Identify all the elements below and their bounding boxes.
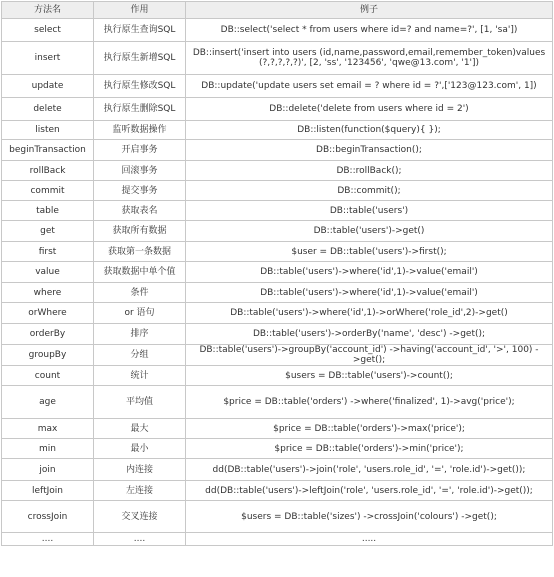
method-name-cell: update bbox=[2, 75, 94, 98]
method-name-cell: leftJoin bbox=[2, 481, 94, 501]
method-purpose-cell: 交叉连接 bbox=[94, 501, 186, 533]
table-row bbox=[2, 345, 553, 366]
method-example-cell: dd(DB::table('users')->join('role', 'users.role_id', '=', 'role.id')->get()); bbox=[186, 459, 553, 481]
method-example-cell: DB::rollBack(); bbox=[186, 161, 553, 181]
table-row bbox=[2, 140, 553, 161]
method-example-cell: DB::beginTransaction(); bbox=[186, 140, 553, 161]
method-name-cell: commit bbox=[2, 181, 94, 201]
table-row bbox=[2, 181, 553, 201]
method-purpose-cell: 最大 bbox=[94, 419, 186, 439]
header-purpose: 作用 bbox=[94, 2, 186, 19]
table-row bbox=[2, 501, 553, 533]
method-example-cell: ..... bbox=[186, 533, 553, 546]
method-purpose-cell: 最小 bbox=[94, 439, 186, 459]
table-row bbox=[2, 201, 553, 221]
table-row bbox=[2, 303, 553, 324]
method-purpose-cell: 执行原生删除SQL bbox=[94, 98, 186, 121]
methods-table bbox=[1, 1, 553, 546]
method-name-cell: min bbox=[2, 439, 94, 459]
method-purpose-cell: 提交事务 bbox=[94, 181, 186, 201]
table-row bbox=[2, 386, 553, 419]
method-purpose-cell: 开启事务 bbox=[94, 140, 186, 161]
header-example: 例子 bbox=[186, 2, 553, 19]
method-example-cell: $price = DB::table('orders')->max('price'); bbox=[186, 419, 553, 439]
method-example-cell: DB::commit(); bbox=[186, 181, 553, 201]
method-purpose-cell: 执行原生查询SQL bbox=[94, 19, 186, 42]
method-example-cell: DB::table('users')->where('id',1)->value('email') bbox=[186, 283, 553, 303]
table-row bbox=[2, 533, 553, 546]
method-example-cell: DB::table('users') bbox=[186, 201, 553, 221]
method-example-cell: DB::delete('delete from users where id = 2') bbox=[186, 98, 553, 121]
method-purpose-cell: 排序 bbox=[94, 324, 186, 345]
method-name-cell: rollBack bbox=[2, 161, 94, 181]
method-name-cell: select bbox=[2, 19, 94, 42]
method-name-cell: crossJoin bbox=[2, 501, 94, 533]
method-name-cell: max bbox=[2, 419, 94, 439]
method-example-cell: $users = DB::table('sizes') ->crossJoin('colours') ->get(); bbox=[186, 501, 553, 533]
table-row bbox=[2, 121, 553, 140]
method-name-cell: age bbox=[2, 386, 94, 419]
table-row bbox=[2, 19, 553, 42]
table-row bbox=[2, 221, 553, 242]
table-row bbox=[2, 42, 553, 75]
method-name-cell: first bbox=[2, 242, 94, 262]
method-example-cell: DB::table('users')->orderBy('name', 'desc') ->get(); bbox=[186, 324, 553, 345]
method-purpose-cell: 获取所有数据 bbox=[94, 221, 186, 242]
table-row bbox=[2, 419, 553, 439]
table-row bbox=[2, 324, 553, 345]
method-name-cell: orWhere bbox=[2, 303, 94, 324]
method-name-cell: listen bbox=[2, 121, 94, 140]
method-example-cell: DB::listen(function($query){ }); bbox=[186, 121, 553, 140]
table-row bbox=[2, 98, 553, 121]
table-row bbox=[2, 75, 553, 98]
method-name-cell: get bbox=[2, 221, 94, 242]
method-example-cell: DB::table('users')->where('id',1)->orWhere('role_id',2)->get() bbox=[186, 303, 553, 324]
method-name-cell: join bbox=[2, 459, 94, 481]
method-name-cell: .... bbox=[2, 533, 94, 546]
method-name-cell: count bbox=[2, 366, 94, 386]
method-purpose-cell: 执行原生修改SQL bbox=[94, 75, 186, 98]
method-name-cell: where bbox=[2, 283, 94, 303]
table-row bbox=[2, 459, 553, 481]
method-purpose-cell: 获取表名 bbox=[94, 201, 186, 221]
method-purpose-cell: 左连接 bbox=[94, 481, 186, 501]
method-example-cell: DB::table('users')->where('id',1)->value('email') bbox=[186, 262, 553, 283]
table-header-row bbox=[2, 2, 553, 19]
method-example-cell: $price = DB::table('orders') ->where('finalized', 1)->avg('price'); bbox=[186, 386, 553, 419]
method-name-cell: table bbox=[2, 201, 94, 221]
table-row bbox=[2, 161, 553, 181]
method-example-cell: dd(DB::table('users')->leftJoin('role', 'users.role_id', '=', 'role.id')->get()); bbox=[186, 481, 553, 501]
header-method: 方法名 bbox=[2, 2, 94, 19]
method-purpose-cell: 分组 bbox=[94, 345, 186, 366]
table-row bbox=[2, 481, 553, 501]
method-purpose-cell: 回滚事务 bbox=[94, 161, 186, 181]
method-purpose-cell: 内连接 bbox=[94, 459, 186, 481]
method-purpose-cell: or 语句 bbox=[94, 303, 186, 324]
method-name-cell: delete bbox=[2, 98, 94, 121]
method-purpose-cell: 条件 bbox=[94, 283, 186, 303]
method-example-cell: DB::table('users')->groupBy('account_id') ->having('account_id', '>', 100) ->get(); bbox=[186, 345, 553, 366]
method-name-cell: orderBy bbox=[2, 324, 94, 345]
table-row bbox=[2, 283, 553, 303]
table-row bbox=[2, 242, 553, 262]
method-example-cell: DB::update('update users set email = ? where id = ?',['123@123.com', 1]) bbox=[186, 75, 553, 98]
method-purpose-cell: 获取第一条数据 bbox=[94, 242, 186, 262]
method-example-cell: $users = DB::table('users')->count(); bbox=[186, 366, 553, 386]
table-row bbox=[2, 439, 553, 459]
method-name-cell: beginTransaction bbox=[2, 140, 94, 161]
method-example-cell: $price = DB::table('orders')->min('price'); bbox=[186, 439, 553, 459]
table-row bbox=[2, 262, 553, 283]
method-purpose-cell: 平均值 bbox=[94, 386, 186, 419]
method-name-cell: value bbox=[2, 262, 94, 283]
table-row bbox=[2, 366, 553, 386]
method-example-cell: DB::table('users')->get() bbox=[186, 221, 553, 242]
method-purpose-cell: 监听数据操作 bbox=[94, 121, 186, 140]
method-purpose-cell: .... bbox=[94, 533, 186, 546]
method-purpose-cell: 统计 bbox=[94, 366, 186, 386]
method-example-cell: $user = DB::table('users')->first(); bbox=[186, 242, 553, 262]
method-purpose-cell: 获取数据中单个值 bbox=[94, 262, 186, 283]
method-example-cell: DB::select('select * from users where id=? and name=?', [1, 'sa']) bbox=[186, 19, 553, 42]
method-name-cell: groupBy bbox=[2, 345, 94, 366]
method-example-cell: DB::insert('insert into users (id,name,password,email,remember_token)values (?,?,?,?,?)', [2, 'ss', '123456', 'qwe@13.com', '1']) bbox=[186, 42, 553, 75]
method-name-cell: insert bbox=[2, 42, 94, 75]
method-purpose-cell: 执行原生新增SQL bbox=[94, 42, 186, 75]
